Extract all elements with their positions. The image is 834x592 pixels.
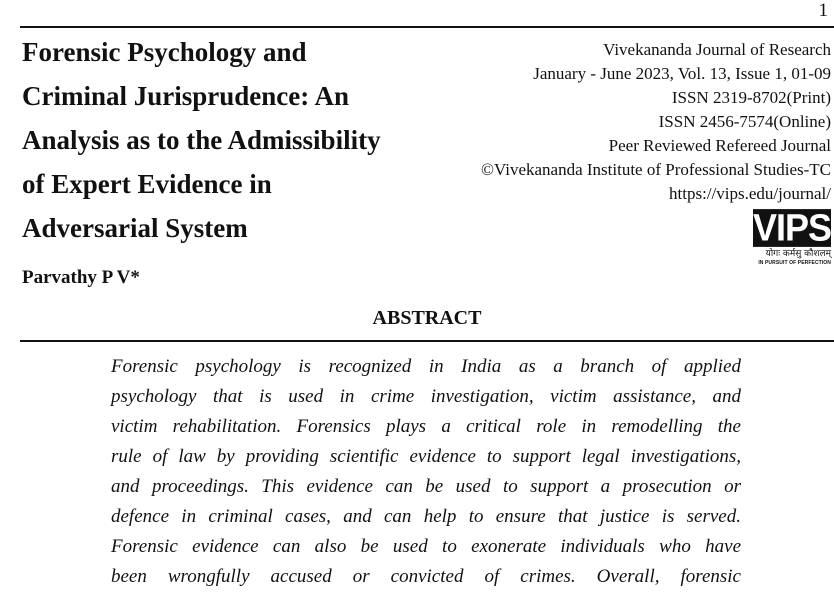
title-line: Criminal Jurisprudence: An — [22, 81, 350, 111]
abstract-line: Forensic psychology is recognized in India as a branch of applied — [111, 356, 741, 377]
abstract-line: defence in criminal cases, and can help to ensure that justice is served. — [111, 506, 741, 527]
review-status: Peer Reviewed Refereed Journal — [608, 136, 831, 155]
logo-motto: योगः कर्मसु कौशलम् — [765, 249, 831, 259]
journal-issue: January - June 2023, Vol. 13, Issue 1, 01-09 — [533, 64, 831, 83]
logo-tagline: IN PURSUIT OF PERFECTION — [758, 260, 831, 266]
abstract-line: psychology that is used in crime investigation, victim assistance, and — [111, 386, 741, 407]
title-line: of Expert Evidence in — [22, 169, 272, 199]
abstract-body — [111, 352, 741, 592]
abstract-line: victim rehabilitation. Forensics plays a critical role in remodelling the — [111, 416, 741, 437]
abstract-line: Forensic evidence can also be used to exonerate individuals who have — [111, 536, 741, 557]
abstract-rule — [20, 340, 834, 342]
abstract-line: rule of law by providing scientific evidence to support legal investigations, — [111, 446, 741, 467]
issn-print: ISSN 2319-8702(Print) — [671, 88, 831, 107]
header-rule — [20, 26, 834, 28]
title-line: Forensic Psychology and — [22, 37, 307, 67]
abstract-heading: ABSTRACT — [372, 307, 482, 329]
journal-name: Vivekananda Journal of Research — [603, 40, 831, 59]
abstract-line: and proceedings. This evidence can be used to support a prosecution or — [111, 476, 741, 497]
issn-online: ISSN 2456-7574(Online) — [658, 112, 831, 131]
journal-info — [481, 38, 831, 206]
page-number: 1 — [818, 0, 828, 21]
logo-mark: VIPS — [753, 205, 832, 249]
abstract-line: been wrongfully accused or convicted of crimes. Overall, forensic — [111, 566, 741, 587]
journal-copyright: ©Vivekananda Institute of Professional Studies-TC — [481, 160, 831, 179]
title-line: Adversarial System — [22, 213, 248, 243]
title-line: Analysis as to the Admissibility — [22, 125, 381, 155]
article-title — [22, 30, 442, 250]
journal-url[interactable]: https://vips.edu/journal/ — [669, 184, 831, 203]
vips-logo — [749, 205, 832, 267]
author-name: Parvathy P V* — [22, 267, 140, 288]
